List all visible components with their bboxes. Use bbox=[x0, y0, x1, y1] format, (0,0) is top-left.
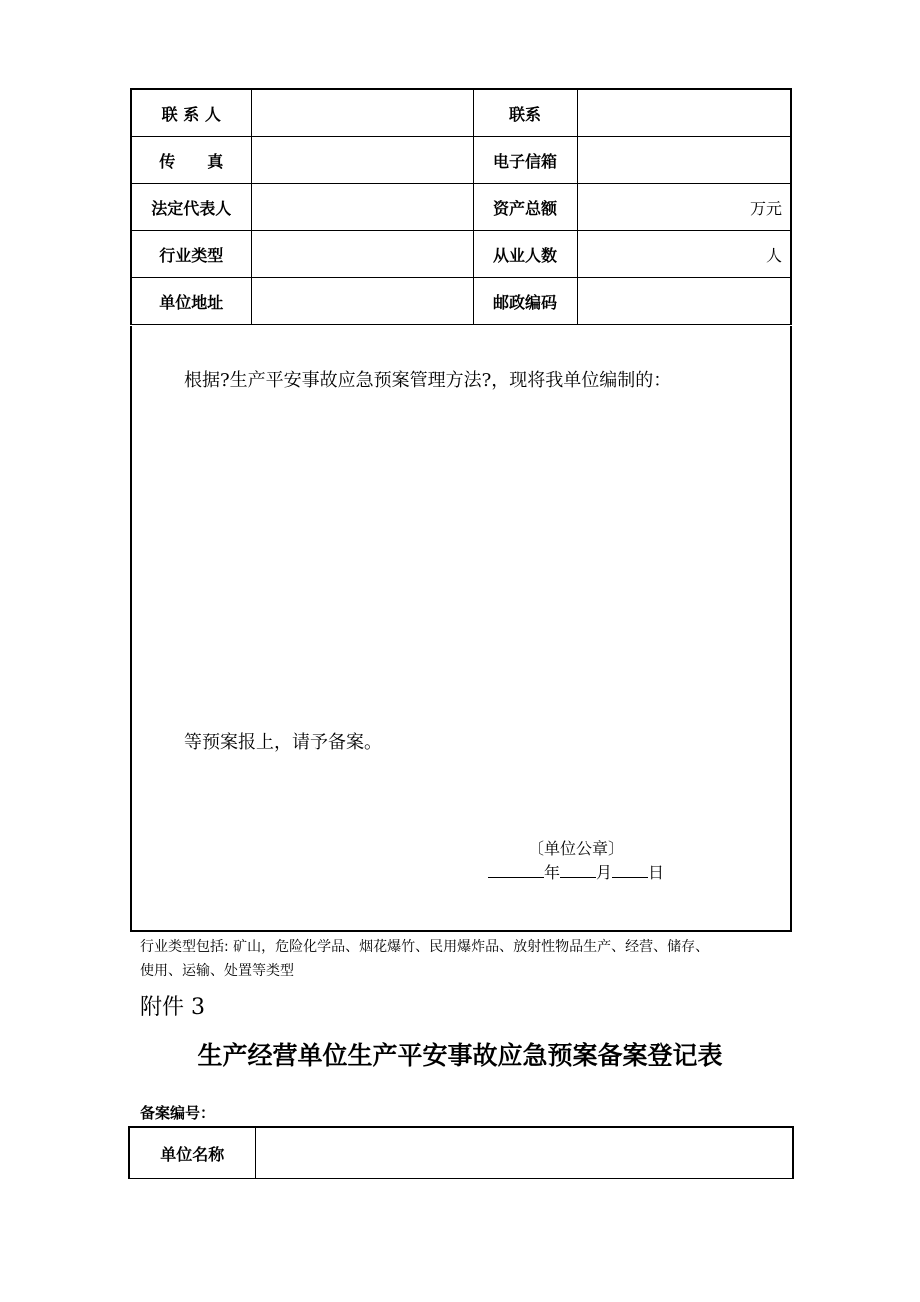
contact-person-label: 联 系 人 bbox=[131, 89, 251, 137]
fax-label: 传 真 bbox=[131, 137, 251, 184]
postal-code-label: 邮政编码 bbox=[473, 278, 577, 325]
employee-count-field[interactable]: 人 bbox=[577, 231, 791, 278]
industry-note-line-1: 行业类型包括: 矿山，危险化学品、烟花爆竹、民用爆炸品、放射性物品生产、经营、储存、 bbox=[140, 939, 710, 955]
record-number-label: 备案编号： bbox=[140, 1104, 216, 1122]
legal-rep-field[interactable] bbox=[251, 184, 473, 231]
table-row bbox=[131, 89, 791, 137]
unit-address-field[interactable] bbox=[251, 278, 473, 325]
year-blank[interactable] bbox=[488, 863, 544, 878]
registration-table bbox=[128, 1126, 794, 1179]
attachment-label: 附件 3 bbox=[140, 995, 205, 1020]
email-field[interactable] bbox=[577, 137, 791, 184]
postal-code-field[interactable] bbox=[577, 278, 791, 325]
month-label: 月 bbox=[596, 863, 613, 882]
day-blank[interactable] bbox=[612, 863, 648, 878]
legal-rep-label: 法定代表人 bbox=[131, 184, 251, 231]
industry-type-label: 行业类型 bbox=[131, 231, 251, 278]
form-title: 生产经营单位生产平安事故应急预案备案登记表 bbox=[197, 1041, 723, 1070]
table-row bbox=[131, 231, 791, 278]
unit-address-label: 单位地址 bbox=[131, 278, 251, 325]
total-assets-field[interactable]: 万元 bbox=[577, 184, 791, 231]
table-row bbox=[131, 278, 791, 325]
contact-label: 联系 bbox=[473, 89, 577, 137]
fax-field[interactable] bbox=[251, 137, 473, 184]
industry-type-field[interactable] bbox=[251, 231, 473, 278]
table-row bbox=[129, 1127, 793, 1179]
letter-opening: 根据?生产平安事故应急预案管理方法?，现将我单位编制的： bbox=[184, 370, 672, 391]
contact-field[interactable] bbox=[577, 89, 791, 137]
unit-info-table bbox=[130, 88, 792, 325]
month-blank[interactable] bbox=[560, 863, 596, 878]
unit-seal-label: 〔单位公章〕 bbox=[528, 839, 625, 858]
table-row bbox=[131, 137, 791, 184]
table-row bbox=[131, 184, 791, 231]
filing-letter-box bbox=[130, 326, 792, 932]
letter-closing: 等预案报上，请予备案。 bbox=[184, 732, 382, 753]
year-label: 年 bbox=[544, 863, 561, 882]
total-assets-label: 资产总额 bbox=[473, 184, 577, 231]
date-line bbox=[488, 860, 664, 883]
industry-note-line-2: 使用、运输、处置等类型 bbox=[140, 963, 294, 979]
day-label: 日 bbox=[648, 863, 665, 882]
unit-name-label: 单位名称 bbox=[129, 1127, 255, 1179]
email-label: 电子信箱 bbox=[473, 137, 577, 184]
contact-person-field[interactable] bbox=[251, 89, 473, 137]
unit-name-field[interactable] bbox=[255, 1127, 793, 1179]
employee-count-label: 从业人数 bbox=[473, 231, 577, 278]
